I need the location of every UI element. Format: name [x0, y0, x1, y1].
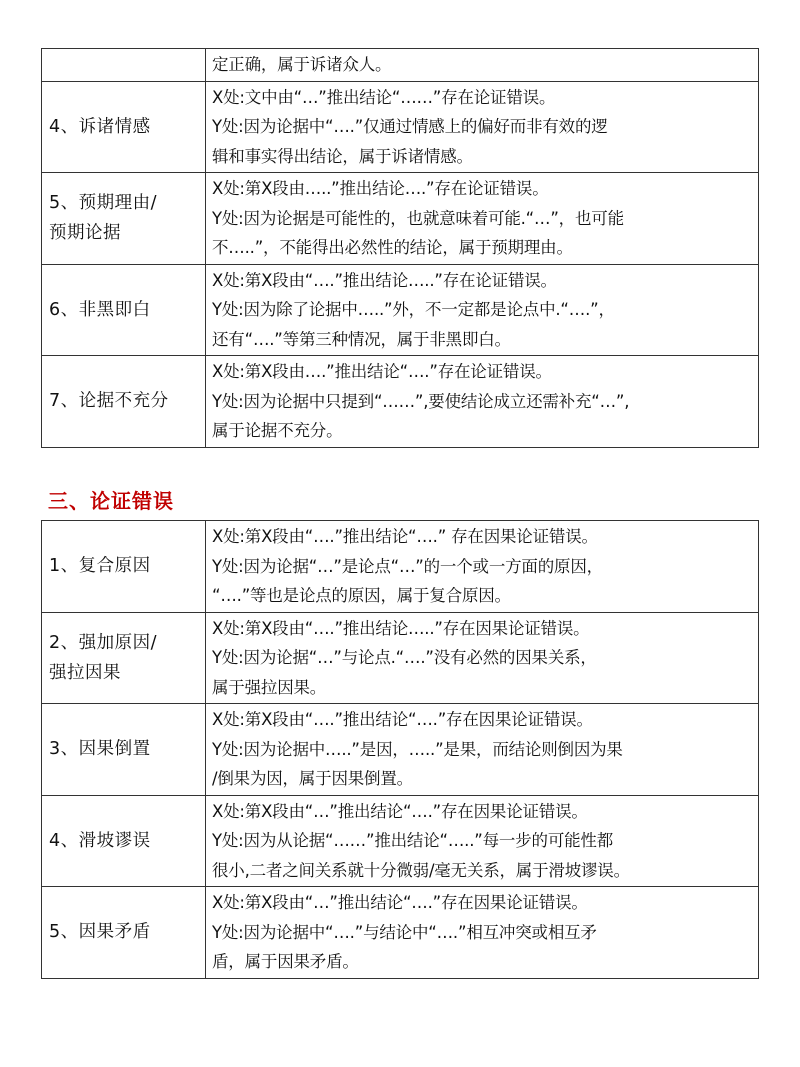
row-content	[206, 887, 759, 979]
row-label	[42, 887, 206, 979]
row-content	[206, 49, 759, 82]
row-content	[206, 356, 759, 448]
content-line: X处:第X段由“….”推出结论…..”存在因果论证错误。	[212, 618, 590, 638]
content-line: “….”等也是论点的原因，属于复合原因。	[212, 586, 511, 605]
content-line: Y处:因为论据“…”是论点“…”的一个或一方面的原因，	[212, 556, 603, 576]
content-line: 属于强拉因果。	[212, 677, 327, 697]
label-line: 2、强加原因/	[49, 632, 158, 653]
content-line: X处:第X段由“….”推出结论“….”存在因果论证错误。	[212, 710, 593, 729]
label-line: 预期论据	[49, 223, 121, 244]
table-row	[42, 704, 759, 796]
table-row	[42, 612, 759, 704]
content-line: /倒果为因，属于因果倒置。	[212, 769, 413, 788]
content-line: 盾，属于因果矛盾。	[212, 952, 359, 971]
label-line: 3、因果倒置	[49, 739, 151, 760]
row-label	[42, 521, 206, 613]
section-heading: 三、论证错误	[48, 489, 174, 513]
label-line: 4、滑坡谬误	[49, 830, 151, 851]
row-content	[206, 81, 759, 173]
content-line: X处:第X段由“….”推出结论…..”存在论证错误。	[212, 270, 557, 290]
content-line: X处:第X段由…..”推出结论….”存在论证错误。	[212, 179, 549, 198]
table-row	[42, 81, 759, 173]
label-line: 5、因果矛盾	[49, 922, 151, 943]
row-content	[206, 173, 759, 265]
row-label	[42, 795, 206, 887]
fallacy-table-causal	[41, 520, 759, 979]
content-line: 定正确，属于诉诸众人。	[212, 55, 392, 74]
content-line: Y处:因为论据中只提到“……”,要使结论成立还需补充“…”,	[212, 391, 630, 411]
content-line: Y处:因为从论据“……”推出结论“…..”每一步的可能性都	[212, 831, 614, 850]
fallacy-table-relevance	[41, 48, 759, 448]
table-row	[42, 521, 759, 613]
content-line: Y处:因为除了论据中…..”外，不一定都是论点中.“….”，	[212, 300, 615, 319]
label-line: 6、非黑即白	[49, 299, 151, 320]
content-line: Y处:因为论据中…..”是因，…..”是果，而结论则倒因为果	[212, 739, 623, 759]
content-line: 属于论据不充分。	[212, 421, 343, 440]
label-line: 强拉因果	[49, 662, 121, 683]
table-row	[42, 795, 759, 887]
content-line: 很小,二者之间关系就十分微弱/毫无关系，属于滑坡谬误。	[212, 860, 630, 880]
content-line: X处:文中由“…”推出结论“……”存在论证错误。	[212, 87, 556, 107]
content-line: Y处:因为论据中“….”仅通过情感上的偏好而非有效的逻	[212, 117, 608, 136]
content-line: X处:第X段由“…”推出结论“….”存在因果论证错误。	[212, 893, 588, 912]
label-line: 5、预期理由/	[49, 193, 158, 214]
content-line: 还有“….”等第三种情况，属于非黑即白。	[212, 329, 511, 349]
table-row	[42, 887, 759, 979]
table-row	[42, 173, 759, 265]
label-line: 1、复合原因	[49, 556, 151, 577]
content-line: X处:第X段由“….”推出结论“….” 存在因果论证错误。	[212, 527, 598, 546]
row-label	[42, 356, 206, 448]
table-row	[42, 264, 759, 356]
label-line: 7、论据不充分	[49, 391, 169, 412]
row-label	[42, 264, 206, 356]
row-label	[42, 49, 206, 82]
row-label	[42, 173, 206, 265]
content-line: 辑和事实得出结论，属于诉诸情感。	[212, 146, 473, 166]
table-row	[42, 49, 759, 82]
row-content	[206, 521, 759, 613]
content-line: X处:第X段由“…”推出结论“….”存在因果论证错误。	[212, 801, 588, 821]
row-label	[42, 704, 206, 796]
content-line: Y处:因为论据“…”与论点.“….”没有必然的因果关系，	[212, 648, 597, 667]
content-line: X处:第X段由….”推出结论“….”存在论证错误。	[212, 362, 552, 381]
row-content	[206, 612, 759, 704]
table-row	[42, 356, 759, 448]
content-line: Y处:因为论据中“….”与结论中“….”相互冲突或相互矛	[212, 922, 597, 942]
label-line: 4、诉诸情感	[49, 116, 151, 137]
row-content	[206, 704, 759, 796]
row-content	[206, 264, 759, 356]
row-label	[42, 81, 206, 173]
content-line: Y处:因为论据是可能性的，也就意味着可能.“…”，也可能	[212, 208, 624, 228]
content-line: 不…..”，不能得出必然性的结论，属于预期理由。	[212, 238, 573, 257]
row-label	[42, 612, 206, 704]
row-content	[206, 795, 759, 887]
